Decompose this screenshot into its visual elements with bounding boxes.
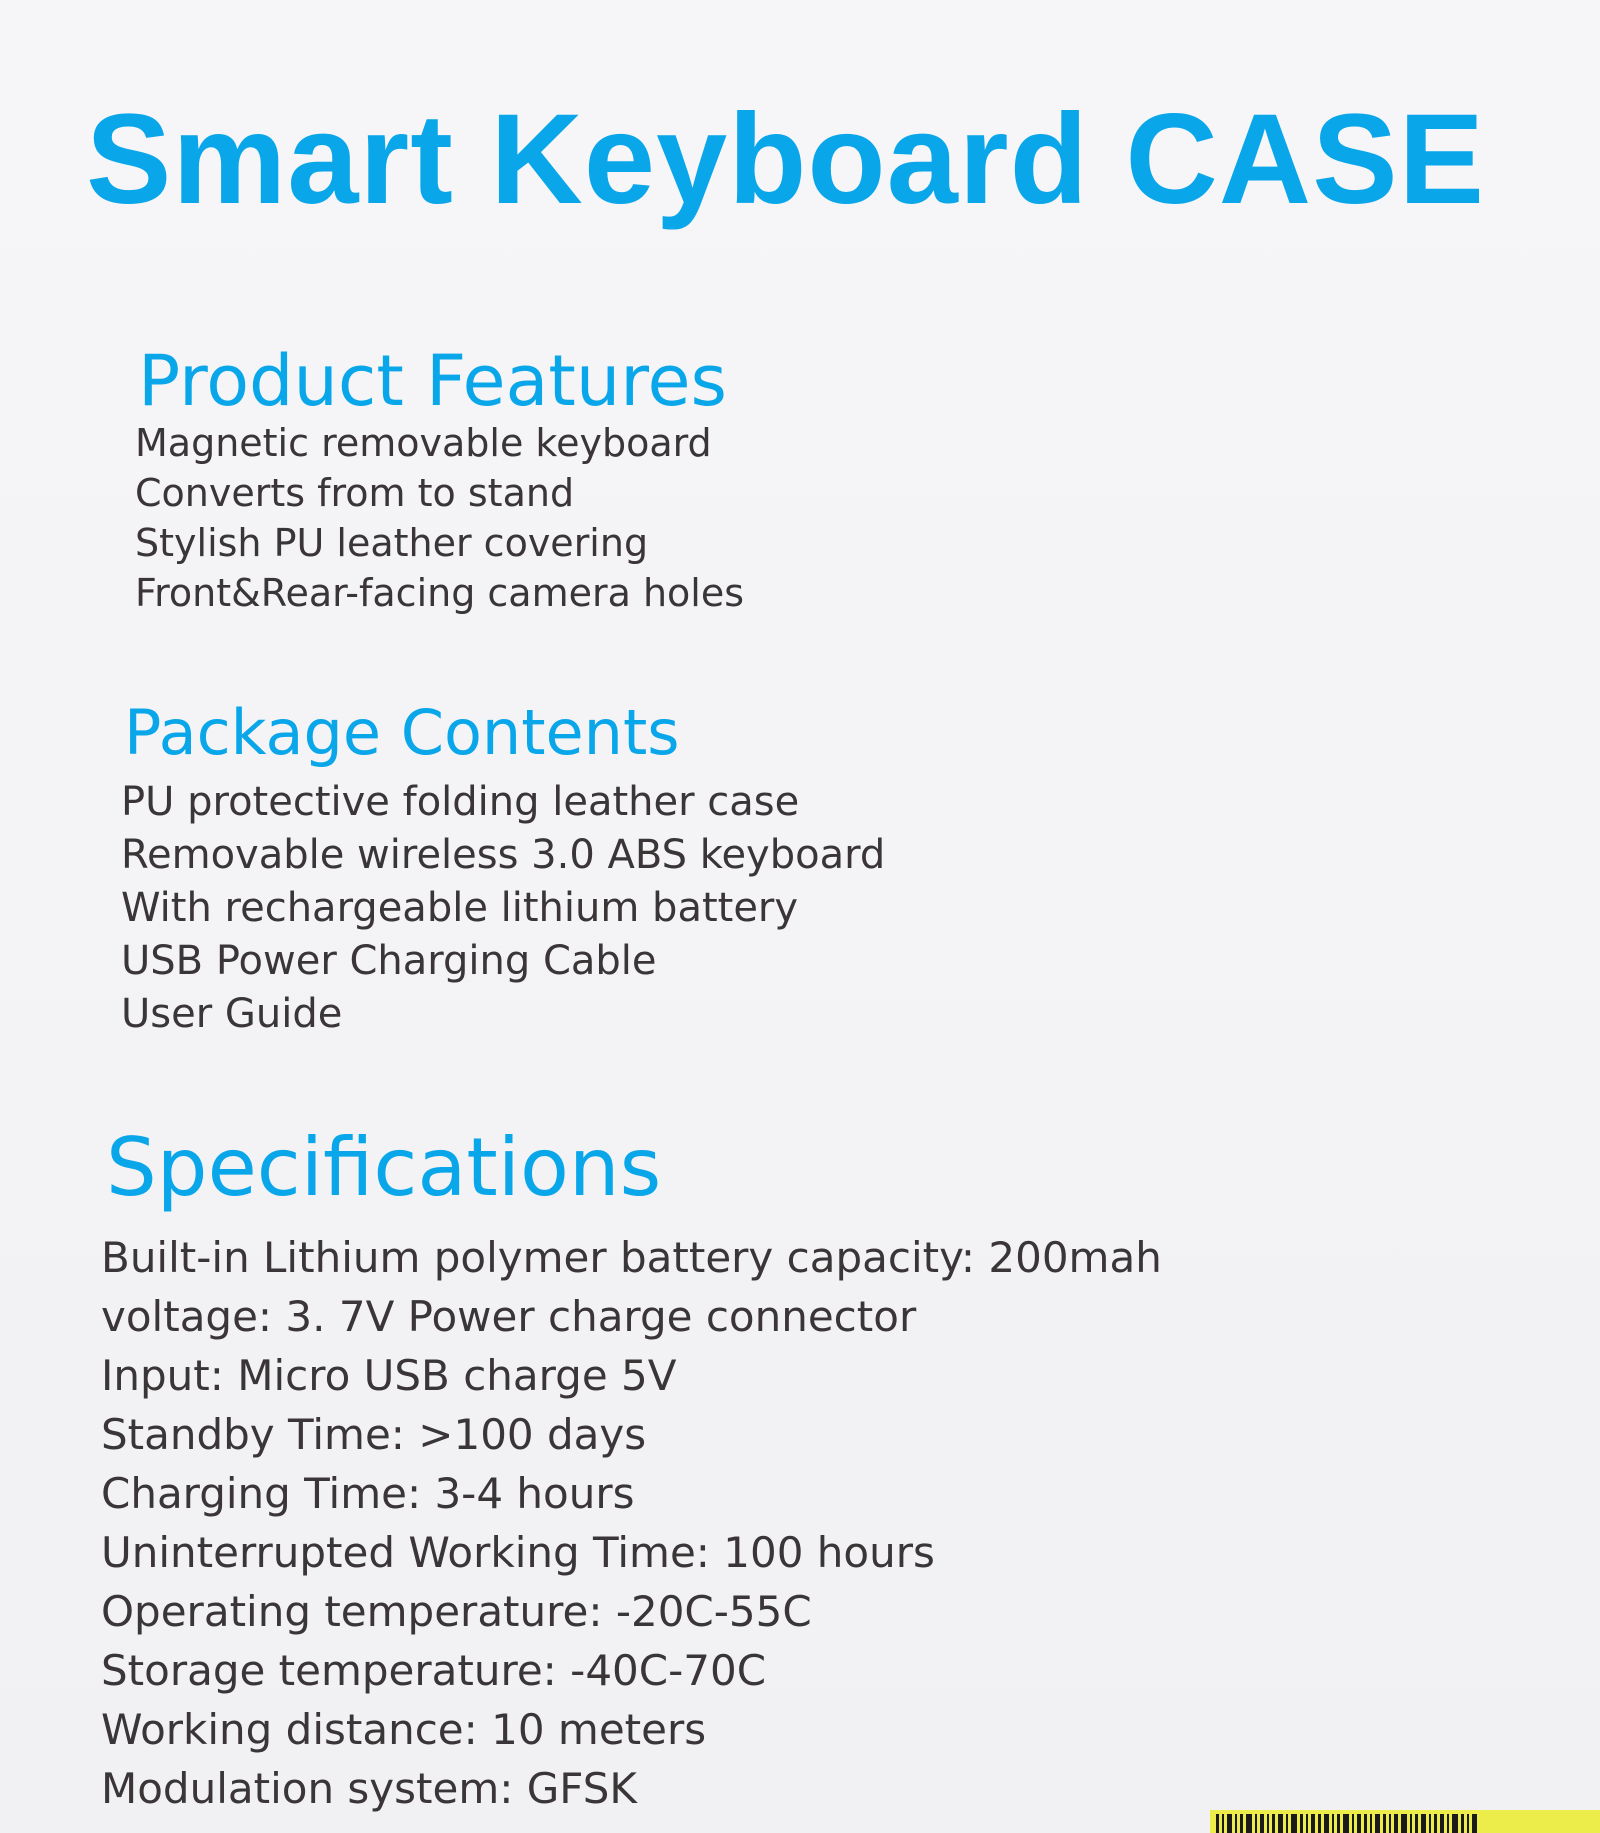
list-item: Operating temperature: -20C-55C — [101, 1587, 812, 1636]
specifications-list — [101, 1228, 1162, 1818]
page-title: Smart Keyboard CASE — [86, 88, 1485, 231]
barcode-bar — [1352, 1814, 1354, 1833]
product-features-list — [135, 418, 744, 618]
barcode-bar — [1421, 1814, 1426, 1833]
barcode-bar — [1324, 1814, 1329, 1833]
barcode-bar — [1318, 1814, 1321, 1833]
barcode-bar — [1311, 1814, 1315, 1833]
list-item: Standby Time: >100 days — [101, 1410, 647, 1459]
list-item: Stylish PU leather covering — [135, 521, 649, 565]
barcode-bar — [1246, 1814, 1252, 1833]
barcode-bar — [1306, 1814, 1308, 1833]
barcode-bar — [1216, 1814, 1219, 1833]
barcode-bar — [1434, 1814, 1437, 1833]
barcode-bar — [1255, 1814, 1257, 1833]
list-item: Modulation system: GFSK — [101, 1764, 637, 1813]
list-item: Working distance: 10 meters — [101, 1705, 707, 1754]
barcode-bar — [1364, 1814, 1367, 1833]
list-item: USB Power Charging Cable — [121, 938, 657, 984]
barcode-bar — [1235, 1814, 1237, 1833]
product-features-section — [135, 340, 745, 618]
list-item: Storage temperature: -40C-70C — [101, 1646, 767, 1695]
barcode-bar — [1278, 1814, 1283, 1833]
specifications-heading: Specifications — [106, 1121, 662, 1214]
barcode-bar — [1260, 1814, 1264, 1833]
barcode-bar — [1240, 1814, 1243, 1833]
barcode-bar — [1291, 1814, 1297, 1833]
barcode-bar — [1357, 1814, 1361, 1833]
barcode-bar — [1467, 1814, 1469, 1833]
list-item: Magnetic removable keyboard — [135, 421, 712, 465]
list-item: User Guide — [121, 991, 343, 1037]
barcode-bar — [1383, 1814, 1386, 1833]
specifications-section — [101, 1121, 1162, 1818]
barcode-bar — [1440, 1814, 1444, 1833]
barcode-bar — [1332, 1814, 1334, 1833]
product-features-heading: Product Features — [138, 340, 728, 422]
barcode-bar — [1370, 1814, 1372, 1833]
barcode-bar — [1394, 1814, 1398, 1833]
barcode-bar — [1410, 1814, 1412, 1833]
list-item: Uninterrupted Working Time: 100 hours — [101, 1528, 935, 1577]
barcode-bar — [1227, 1814, 1232, 1833]
package-contents-section — [121, 696, 886, 1041]
list-item: Removable wireless 3.0 ABS keyboard — [121, 832, 886, 878]
package-contents-heading: Package Contents — [124, 696, 680, 769]
barcode-bar — [1447, 1814, 1449, 1833]
barcode-bar — [1337, 1814, 1340, 1833]
barcode-bar — [1375, 1814, 1380, 1833]
list-item: Input: Micro USB charge 5V — [101, 1351, 677, 1400]
barcode-bar — [1389, 1814, 1391, 1833]
list-item: Converts from to stand — [135, 471, 575, 515]
list-item: Front&Rear-facing camera holes — [135, 571, 745, 615]
barcode-bar — [1452, 1814, 1458, 1833]
barcode-bar — [1222, 1814, 1224, 1833]
barcode-bar — [1401, 1814, 1407, 1833]
barcode-bar — [1286, 1814, 1288, 1833]
list-item: voltage: 3. 7V Power charge connector — [101, 1292, 917, 1341]
barcode-bar — [1267, 1814, 1269, 1833]
list-item: Built-in Lithium polymer battery capacity: 200mah — [101, 1233, 1162, 1282]
barcode-bar — [1472, 1814, 1477, 1833]
list-item: PU protective folding leather case — [121, 779, 800, 825]
list-item: Charging Time: 3-4 hours — [101, 1469, 635, 1518]
barcode-bar — [1461, 1814, 1464, 1833]
barcode-bar — [1415, 1814, 1418, 1833]
barcode-bar — [1300, 1814, 1303, 1833]
package-contents-list — [121, 776, 885, 1041]
barcode-bar — [1429, 1814, 1431, 1833]
barcode-bar — [1272, 1814, 1275, 1833]
barcode-bar — [1343, 1814, 1349, 1833]
barcode-icon — [1216, 1814, 1477, 1833]
list-item: With rechargeable lithium battery — [121, 885, 799, 931]
